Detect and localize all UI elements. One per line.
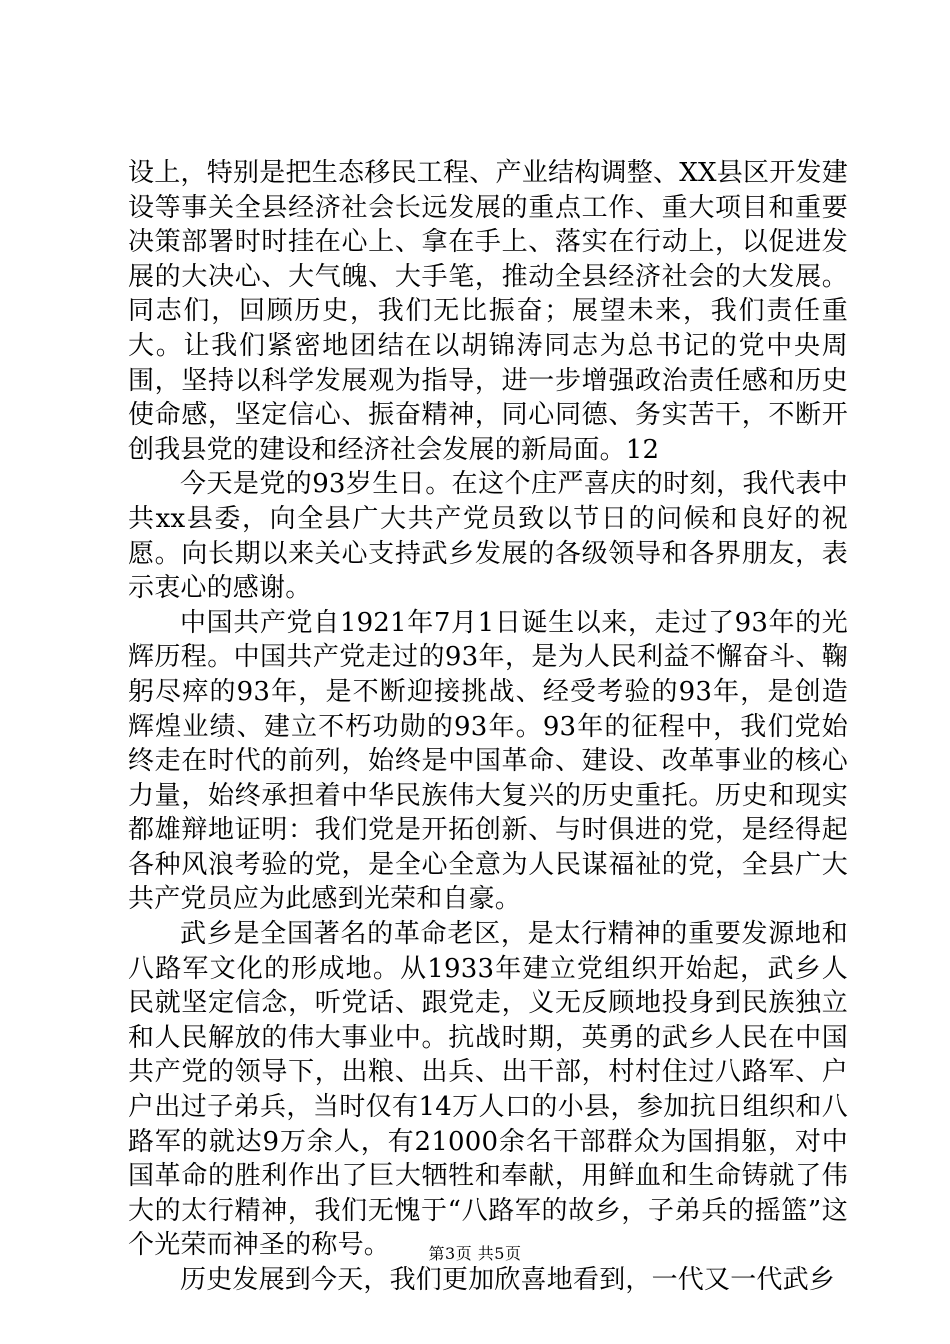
page-footer: 第3页 共5页 <box>428 1244 522 1263</box>
paragraph-birthday-greeting: 今天是党的93岁生日。在这个庄严喜庆的时刻，我代表中共xx县委，向全县广大共产党员致以节日的问候和良好的祝愿。向长期以来关心支持武乡发展的各级领导和各界朋友，表示衷心的感谢。 <box>128 469 848 604</box>
paragraph-continuation: 设上，特别是把生态移民工程、产业结构调整、XX县区开发建设等事关全县经济社会长远发展的重点工作、重大项目和重要决策部署时时挂在心上、拿在手上、落实在行动上，以促进发展的大决心、大气魄、大手笔，推动全县经济社会的大发展。同志们，回顾历史，我们无比振奋；展望未来，我们责任重大。让我们紧密地团结在以胡锦涛同志为总书记的党中央周围，坚持以科学发展观为指导，进一步增强政治责任感和历史使命感，坚定信心、振奋精神，同心同德、务实苦干，不断开创我县党的建设和经济社会发展的新局面。12 <box>128 158 848 465</box>
document-body <box>128 156 848 1298</box>
paragraph-today: 历史发展到今天，我们更加欣喜地看到，一代又一代武乡 <box>180 1265 836 1295</box>
paragraph-party-history: 中国共产党自1921年7月1日诞生以来，走过了93年的光辉历程。中国共产党走过的93年，是为人民利益不懈奋斗、鞠躬尽瘁的93年，是不断迎接挑战、经受考验的93年，是创造辉煌业绩、建立不朽功勋的93年。93年的征程中，我们党始终走在时代的前列，始终是中国革命、建设、改革事业的核心力量，始终承担着中华民族伟大复兴的历史重托。历史和现实都雄辩地证明：我们党是开拓创新、与时俱进的党，是经得起各种风浪考验的党，是全心全意为人民谋福祉的党，全县广大共产党员应为此感到光荣和自豪。 <box>128 607 848 915</box>
paragraph-revolutionary-base: 武乡是全国著名的革命老区，是太行精神的重要发源地和八路军文化的形成地。从1933年建立党组织开始起，武乡人民就坚定信念，听党话、跟党走，义无反顾地投身到民族独立和人民解放的伟大事业中。抗战时期，英勇的武乡人民在中国共产党的领导下，出粮、出兵、出干部，村村住过八路军、户户出过子弟兵，当时仅有14万人口的小县，参加抗日组织和八路军的就达9万余人，有21000余名干部群众为国捐躯，对中国革命的胜利作出了巨大牺牲和奉献，用鲜血和生命铸就了伟大的太行精神，我们无愧于“八路军的故乡，子弟兵的摇篮”这个光荣而神圣的称号。 <box>128 919 848 1261</box>
